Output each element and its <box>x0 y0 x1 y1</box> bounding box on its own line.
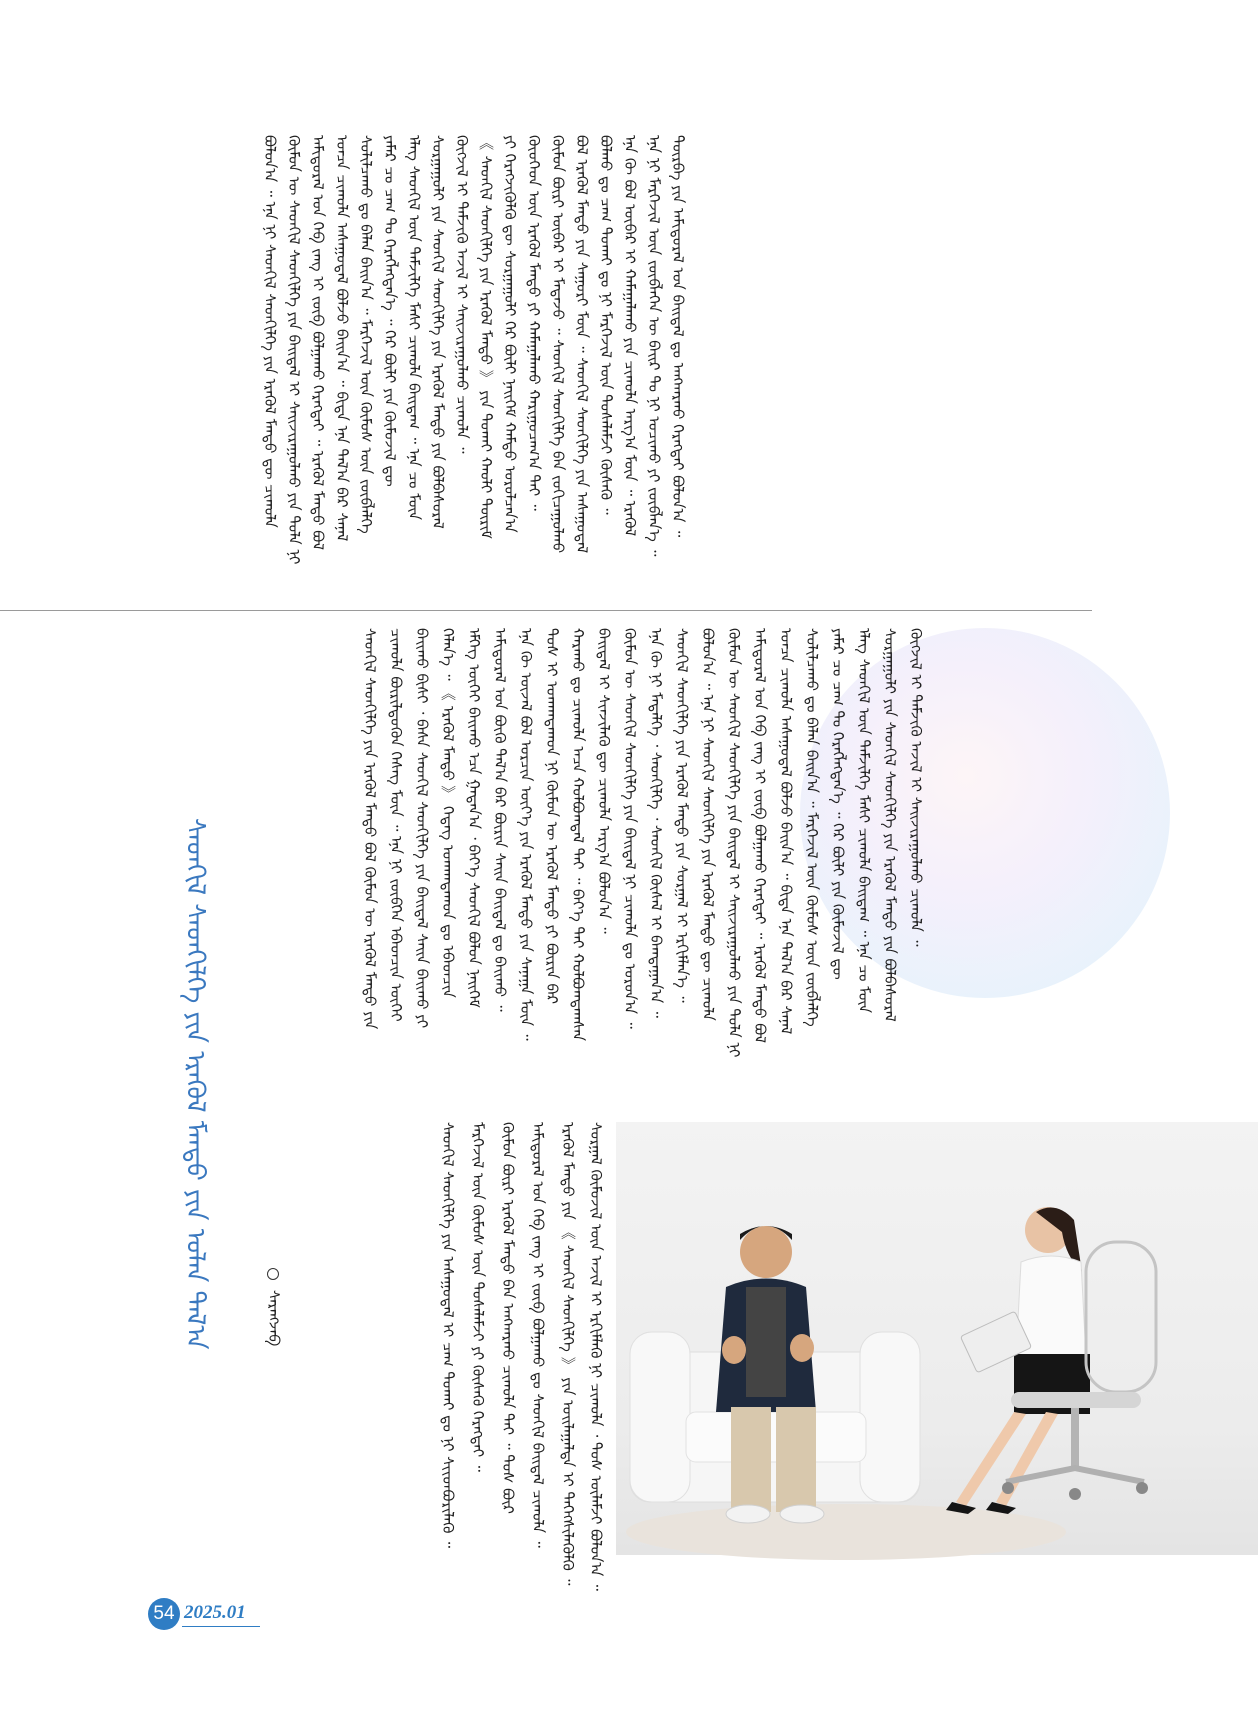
right-column: ᠠᠮᠢᠳᠤᠷᠠᠯ ᠤᠨ ᠬᠡᠪ ᠵᠠᠩ ᠢ ᠵᠦᠪ ᠪᠣᠯᠭᠠᠬᠤ ᠬᠡᠷᠡᠭᠲᠡᠢ ᠃ ᠡᠷᠡᠬᠦᠯ ᠮᠡᠨᠳᠦ ᠪᠣᠯ <box>751 628 769 1044</box>
upper-column: ᠬᠦᠦᠬᠡᠳ ᠦᠨ ᠡᠷᠡᠬᠦᠯ ᠮᠡᠨᠳᠦ ᠶᠢ ᠬᠠᠮᠠᠭᠠᠯᠠᠬᠤ ᠬᠠᠷᠢᠭᠤᠴᠠᠭ᠎ᠠ ᠲᠠᠢ ᠃ <box>525 135 543 511</box>
right-column: ᠬᠥᠭᠵᠢᠯ ᠢ ᠳᠡᠮᠵᠢᠬᠦ ᠠᠵᠢᠯ ᠢ ᠰᠠᠢᠵᠢᠷᠠᠭᠤᠯᠬᠤ ᠴᠢᠬᠤᠯᠠ ᠃ <box>907 628 925 947</box>
right-column: ᠰᠣᠯᠢᠯᠴᠠᠬᠤ ᠳᠤ ᠪᠡᠯᠡᠨ ᠪᠠᠢᠨ᠎ᠠ ᠃ ᠮᠡᠷᠭᠡᠵᠢᠯ ᠦᠨ ᠬᠦᠮᠦᠰ ᠦᠨ ᠵᠥᠪᠯᠡᠯᠭᠡ <box>803 628 821 1027</box>
right-column: ᠬᠦᠮᠦᠨ ᠦ ᠰᠡᠳᠬᠢᠯ ᠰᠡᠳᠬᠢᠯᠭᠡ ᠶᠢᠨ ᠪᠠᠢᠳᠠᠯ ᠢ ᠰᠠᠢᠵᠢᠷᠠᠭᠤᠯᠬᠤ ᠶᠢᠨ ᠲᠤᠯᠠ ᠨᠢ <box>725 628 743 1058</box>
article-title: ᠰᠡᠳᠬᠢᠯ ᠰᠡᠳᠬᠢᠯᠭᠡ ᠶᠢᠨ ᠡᠷᠡᠬᠦᠯ ᠮᠡᠨᠳᠦ ᠶᠢᠨ ᠤᠯᠠᠨ ᠲᠠᠯ᠎ᠠ <box>180 818 210 1350</box>
photo-side-column: ᠮᠡᠷᠭᠡᠵᠢᠯ ᠦᠨ ᠬᠦᠮᠦᠰ ᠦᠨ ᠲᠤᠰᠠᠯᠠᠮᠵᠢ ᠶᠢ ᠬᠦᠰᠡᠬᠦ ᠬᠡᠷᠡᠭᠲᠡᠢ ᠃ <box>469 1122 487 1472</box>
lower-column: ᠪᠠᠢᠳᠠᠯ ᠢ ᠰᠢᠨᠵᠢᠯᠡᠬᠦ ᠳᠦ ᠴᠢᠬᠤᠯᠠ ᠠᠷᠭ᠎ᠠ ᠪᠣᠯᠤᠨ᠎ᠠ ᠃ <box>595 628 613 934</box>
right-column: ᠶᠠᠮᠠᠷ ᠴᠤ ᠴᠠᠭ ᠲᠤ ᠬᠡᠷᠡᠭᠯᠡᠭᠳᠡᠨ᠎ᠡ ᠃ ᠭᠡᠷ ᠪᠦᠯᠢ ᠶᠢᠨ ᠬᠦᠮᠦᠵᠢᠯ ᠳᠦ <box>829 628 847 980</box>
upper-column: ᠡᠯᠡᠭ ᠰᠡᠳᠬᠢᠯ ᠦᠨ ᠳᠡᠮᠵᠢᠯᠭᠡ ᠮᠠᠰᠢ ᠴᠢᠬᠤᠯᠠ ᠪᠠᠢᠳᠠᠭ ᠃ ᠡᠨᠡ ᠴᠤ ᠮᠦᠨ <box>405 135 423 521</box>
upper-column: ᠬᠦᠮᠦᠨ ᠦ ᠰᠡᠳᠬᠢᠯ ᠰᠡᠳᠬᠢᠯᠭᠡ ᠶᠢᠨ ᠪᠠᠢᠳᠠᠯ ᠢ ᠰᠠᠢᠵᠢᠷᠠᠭᠤᠯᠬᠤ ᠶᠢᠨ ᠲᠤᠯᠠ ᠨᠢ <box>285 135 303 565</box>
lower-column: ᠬᠡᠯᠡᠨ᠎ᠡ ᠃ 《 ᠡᠷᠡᠬᠦᠯ ᠮᠡᠨᠳᠦ 》 ᠭᠡᠳᠡᠭ ᠤᠬᠠᠭᠳᠠᠬᠤᠨ ᠳᠤ ᠡᠪᠡᠳᠴᠢᠨ <box>439 628 457 998</box>
right-column: ᠣᠨᠴᠠ ᠴᠢᠬᠤᠯᠠ ᠠᠰᠠᠭᠤᠳᠠᠯ ᠪᠣᠯᠵᠤ ᠪᠠᠢᠨ᠎ᠠ ᠃ ᠪᠢᠳᠡ ᠡᠨᠡ ᠲᠠᠯ᠎ᠠ ᠪᠠᠷ ᠰᠠᠨᠠᠯ <box>777 628 795 1035</box>
author-name: ᠰᠡᠷᠡᠩᠵᠠᠪ <box>265 1290 283 1347</box>
upper-column: ᠶᠢ ᠬᠡᠷᠡᠭᠵᠢᠭᠦᠯᠬᠦ ᠳᠦ ᠰᠤᠷᠭᠠᠭᠤᠯᠢ ᠭᠡᠷ ᠪᠦᠯᠢ ᠨᠡᠢᠭᠡᠮ ᠬᠠᠮᠲᠤ ᠣᠷᠤᠯᠴᠠᠨ᠎ᠠ <box>501 135 519 533</box>
lower-column: ᠰᠡᠳᠬᠢᠯ ᠰᠡᠳᠬᠢᠯᠭᠡ ᠶᠢᠨ ᠡᠷᠡᠬᠦᠯ ᠮᠡᠨᠳᠦ ᠶᠢᠨ ᠰᠤᠷᠭᠠᠯ ᠢ ᠡᠷᠬᠢᠮᠯᠡᠨ᠎ᠡ ᠃ <box>673 628 691 1003</box>
upper-column: ᠪᠣᠯ ᠡᠷᠡᠬᠦᠯ ᠮᠡᠨᠳᠦ ᠶᠢᠨ ᠰᠠᠭᠤᠷᠢ ᠮᠥᠨ ᠃ ᠰᠡᠳᠬᠢᠯ ᠰᠡᠳᠬᠢᠯᠭᠡ ᠶᠢᠨ ᠠᠰᠠᠭᠤᠳᠠᠯ <box>573 135 591 554</box>
right-column: ᠪᠣᠯᠤᠨ᠎ᠠ ᠃ ᠡᠨᠡ ᠨᠢ ᠰᠡᠳᠬᠢᠯ ᠰᠡᠳᠬᠢᠯᠭᠡ ᠶᠢᠨ ᠡᠷᠡᠬᠦᠯ ᠮᠡᠨᠳᠦ ᠳᠦ ᠴᠢᠬᠤᠯᠠ <box>699 628 717 1021</box>
counseling-photo <box>616 1122 1258 1555</box>
upper-column: ᠪᠣᠯᠤᠨ᠎ᠠ ᠃ ᠡᠨᠡ ᠨᠢ ᠰᠡᠳᠬᠢᠯ ᠰᠡᠳᠬᠢᠯᠭᠡ ᠶᠢᠨ ᠡᠷᠡᠬᠦᠯ ᠮᠡᠨᠳᠦ ᠳᠦ ᠴᠢᠬᠤᠯᠠ <box>261 135 279 528</box>
lower-column: ᠲᠤᠰ ᠢ ᠤᠬᠠᠭᠳᠠᠬᠤᠨ ᠨᠢ ᠬᠦᠮᠦᠨ ᠦ ᠡᠷᠡᠬᠦᠯ ᠮᠡᠨᠳᠦ ᠶᠢ ᠪᠦᠷᠢᠨ ᠪᠡᠷ <box>543 628 561 1004</box>
upper-column: 《 ᠰᠡᠳᠬᠢᠯ ᠰᠡᠳᠬᠢᠯᠭᠡ ᠶᠢᠨ ᠡᠷᠡᠬᠦᠯ ᠮᠡᠨᠳᠦ 》 ᠶᠢᠨ ᠲᠤᠬᠠᠢ ᠬᠠᠤᠯᠢ ᠳᠦᠷᠢᠮ <box>477 135 495 539</box>
page-number-badge: 54 <box>148 1598 180 1630</box>
upper-column: ᠰᠤᠷᠭᠠᠭᠤᠯᠢ ᠶᠢᠨ ᠰᠡᠳᠬᠢᠯ ᠰᠡᠳᠬᠢᠯᠭᠡ ᠶᠢᠨ ᠡᠷᠡᠬᠦᠯ ᠮᠡᠨᠳᠦ ᠶᠢᠨ ᠪᠣᠯᠪᠠᠰᠤᠷᠠᠯ <box>429 135 447 529</box>
photo-side-column: ᠠᠮᠢᠳᠤᠷᠠᠯ ᠤᠨ ᠬᠡᠪ ᠵᠠᠩ ᠢ ᠵᠦᠪ ᠪᠣᠯᠭᠠᠬᠤ ᠳᠤ ᠰᠡᠳᠬᠢᠯ ᠪᠠᠢᠳᠠᠯ ᠴᠢᠬᠤᠯᠠ ᠃ <box>529 1122 547 1548</box>
photo-side-column: ᠰᠤᠷᠭᠠᠯ ᠬᠥᠮᠦᠵᠢᠯ ᠦᠨ ᠠᠵᠢᠯ ᠢ ᠡᠷᠬᠢᠮᠯᠡᠬᠦ ᠨᠢ ᠴᠢᠬᠤᠯᠠ ᠂ ᠲᠤᠰ ᠦᠯᠡᠮᠵᠢ ᠪᠣᠯᠤᠨ᠎ᠠ ᠃ <box>587 1122 605 1591</box>
upper-column: ᠰᠣᠯᠢᠯᠴᠠᠬᠤ ᠳᠤ ᠪᠡᠯᠡᠨ ᠪᠠᠢᠨ᠎ᠠ ᠃ ᠮᠡᠷᠭᠡᠵᠢᠯ ᠦᠨ ᠬᠦᠮᠦᠰ ᠦᠨ ᠵᠥᠪᠯᠡᠯᠭᠡ <box>357 135 375 534</box>
upper-column: ᠪᠣᠯᠬᠤ ᠳᠤ ᠴᠠᠭ ᠲᠤᠬᠠᠢ ᠳᠤ ᠨᠢ ᠮᠡᠷᠭᠡᠵᠢᠯ ᠦᠨ ᠲᠤᠰᠠᠯᠠᠮᠵᠢ ᠬᠦᠰᠡᠬᠦ ᠃ <box>597 135 615 515</box>
upper-column: ᠠᠮᠢᠳᠤᠷᠠᠯ ᠤᠨ ᠬᠡᠪ ᠵᠠᠩ ᠢ ᠵᠦᠪ ᠪᠣᠯᠭᠠᠬᠤ ᠬᠡᠷᠡᠭᠲᠡᠢ ᠃ ᠡᠷᠡᠬᠦᠯ ᠮᠡᠨᠳᠦ ᠪᠣᠯ <box>309 135 327 551</box>
upper-column: ᠬᠥᠭᠵᠢᠯ ᠢ ᠳᠡᠮᠵᠢᠬᠦ ᠠᠵᠢᠯ ᠢ ᠰᠠᠢᠵᠢᠷᠠᠭᠤᠯᠬᠤ ᠴᠢᠬᠤᠯᠠ ᠃ <box>453 135 471 454</box>
right-column: ᠰᠤᠷᠭᠠᠭᠤᠯᠢ ᠶᠢᠨ ᠰᠡᠳᠬᠢᠯ ᠰᠡᠳᠬᠢᠯᠭᠡ ᠶᠢᠨ ᠡᠷᠡᠬᠦᠯ ᠮᠡᠨᠳᠦ ᠶᠢᠨ ᠪᠣᠯᠪᠠᠰᠤᠷᠠᠯ <box>881 628 899 1022</box>
upper-column: ᠡᠨᠡ ᠬᠦ ᠪᠣᠯ ᠥᠪᠡᠷ ᠢ ᠬᠠᠮᠠᠭᠠᠯᠠᠬᠤ ᠶᠢᠨ ᠴᠢᠬᠤᠯᠠ ᠠᠷᠭ᠎ᠠ ᠮᠥᠨ ᠃ ᠡᠷᠡᠬᠦᠯ <box>621 135 639 537</box>
lower-column: ᠬᠠᠷᠠᠬᠤ ᠳᠤ ᠴᠢᠬᠤᠯᠠ ᠠᠴᠠ ᠬᠣᠯᠪᠣᠭᠳᠠᠯ ᠲᠠᠢ ᠃ ᠪᠡᠶ᠎ᠡ ᠲᠡᠢ ᠬᠣᠯᠪᠣᠭᠳᠠᠭᠰᠠᠨ <box>569 628 587 1042</box>
section-divider <box>0 610 1092 611</box>
right-column: ᠡᠯᠡᠭ ᠰᠡᠳᠬᠢᠯ ᠦᠨ ᠳᠡᠮᠵᠢᠯᠭᠡ ᠮᠠᠰᠢ ᠴᠢᠬᠤᠯᠠ ᠪᠠᠢᠳᠠᠭ ᠃ ᠡᠨᠡ ᠴᠤ ᠮᠦᠨ <box>855 628 873 1014</box>
lower-column: ᠴᠢᠬᠤᠯᠠ ᠪᠦᠷᠢᠯᠳᠦᠬᠦᠨ ᠬᠡᠰᠡᠭ ᠮᠥᠨ ᠃ ᠡᠨᠡ ᠨᠢ ᠵᠥᠪᠬᠡᠨ ᠡᠪᠡᠳᠴᠢᠨ ᠦᠭᠡᠢ <box>387 628 405 1022</box>
upper-column: ᠡᠨᠡ ᠨᠢ ᠮᠡᠷᠭᠡᠵᠢᠯ ᠦᠨ ᠵᠥᠪᠯᠡᠭᠡᠨ ᠦ ᠪᠠᠢᠷ ᠲᠤ ᠨᠢ ᠣᠴᠢᠬᠤ ᠶᠢ ᠵᠥᠪᠯᠡᠨ᠎ᠡ ᠃ <box>645 135 663 557</box>
lower-column: ᠠᠮᠢᠳᠤᠷᠠᠯ ᠤᠨ ᠪᠦᠬᠦ ᠲᠠᠯ᠎ᠠ ᠪᠠᠷ ᠪᠦᠷᠢᠨ ᠰᠠᠢᠨ ᠪᠠᠢᠳᠠᠯ ᠳᠤ ᠪᠠᠢᠬᠤ ᠃ <box>491 628 509 1012</box>
photo-side-column: ᠬᠦᠮᠦᠨ ᠪᠦᠷᠢ ᠡᠷᠡᠬᠦᠯ ᠮᠡᠨᠳᠦ ᠪᠡᠨ ᠠᠩᠬᠠᠷᠬᠤ ᠴᠢᠬᠤᠯᠠ ᠲᠠᠢ ᠃ ᠲᠤᠰ ᠪᠦᠷ <box>499 1122 517 1514</box>
issue-date: 2025.01 <box>184 1602 246 1623</box>
lower-column: ᠡᠨᠡ ᠬᠦ ᠨᠢ ᠮᠡᠳᠡᠯᠭᠡ ᠂ ᠰᠡᠳᠬᠢᠯᠭᠡ ᠂ ᠰᠡᠳᠬᠢᠯ ᠬᠦᠰᠡᠯ ᠢ ᠪᠠᠭᠲᠠᠭᠠᠨ᠎ᠠ ᠃ <box>647 628 665 1018</box>
lower-column: ᠰᠡᠳᠬᠢᠯ ᠰᠡᠳᠬᠢᠯᠭᠡ ᠶᠢᠨ ᠡᠷᠡᠬᠦᠯ ᠮᠡᠨᠳᠦ ᠪᠣᠯ ᠬᠦᠮᠦᠨ ᠦ ᠡᠷᠡᠬᠦᠯ ᠮᠡᠨᠳᠦ ᠶᠢᠨ <box>361 628 379 1030</box>
lower-column: ᠡᠮᠭᠡᠭ ᠦᠭᠡᠢ ᠪᠠᠢᠬᠤ ᠡᠴᠡ ᠭᠠᠳᠠᠨ᠎ᠠ ᠂ ᠪᠡᠶ᠎ᠡ ᠰᠡᠳᠬᠢᠯ ᠪᠣᠯᠤᠨ ᠨᠡᠢᠭᠡᠮ <box>465 628 483 1008</box>
upper-column: ᠬᠦᠮᠦᠨ ᠪᠦᠷᠢ ᠥᠪᠡᠷ ᠢ ᠮᠡᠳᠡᠵᠦ ᠃ ᠰᠡᠳᠬᠢᠯ ᠰᠡᠳᠬᠢᠯᠭᠡ ᠪᠡᠨ ᠵᠣᠬᠢᠴᠠᠭᠤᠯᠬᠤ <box>549 135 567 554</box>
author-marker-icon <box>267 1268 279 1280</box>
issue-underline <box>182 1626 260 1627</box>
upper-column: ᠳᠥᠷᠪᠡ ᠶᠢᠨ ᠠᠮᠢᠳᠤᠷᠠᠯ ᠤᠨ ᠪᠠᠢᠳᠠᠯ ᠳᠤ ᠠᠩᠬᠠᠷᠬᠤ ᠬᠡᠷᠡᠭᠲᠡᠢ ᠪᠣᠯᠤᠨ᠎ᠠ ᠃ <box>669 135 687 538</box>
lower-column: ᠬᠦᠮᠦᠨ ᠦ ᠰᠡᠳᠬᠢᠯ ᠰᠡᠳᠬᠢᠯᠭᠡ ᠶᠢᠨ ᠪᠠᠢᠳᠠᠯ ᠨᠢ ᠴᠢᠬᠤᠯᠠ ᠳᠤ ᠣᠷᠣᠨ᠎ᠠ ᠃ <box>621 628 639 1029</box>
photo-side-column: ᠰᠡᠳᠬᠢᠯ ᠰᠡᠳᠬᠢᠯᠭᠡ ᠶᠢᠨ ᠠᠰᠠᠭᠤᠳᠠᠯ ᠢ ᠴᠠᠭ ᠲᠤᠬᠠᠢ ᠳᠤ ᠨᠢ ᠰᠢᠢᠳᠪᠦᠷᠢᠯᠡᠬᠦ ᠃ <box>439 1122 457 1548</box>
lower-column: ᠪᠠᠢᠬᠤ ᠪᠢᠰᠢ ᠂ ᠪᠠᠰᠠ ᠰᠡᠳᠬᠢᠯ ᠰᠡᠳᠬᠢᠯᠭᠡ ᠶᠢᠨ ᠪᠠᠢᠳᠠᠯ ᠰᠠᠢᠨ ᠪᠠᠢᠬᠤ ᠶᠢ <box>413 628 431 1029</box>
upper-column: ᠶᠠᠮᠠᠷ ᠴᠤ ᠴᠠᠭ ᠲᠤ ᠬᠡᠷᠡᠭᠯᠡᠭᠳᠡᠨ᠎ᠡ ᠃ ᠭᠡᠷ ᠪᠦᠯᠢ ᠶᠢᠨ ᠬᠦᠮᠦᠵᠢᠯ ᠳᠦ <box>381 135 399 487</box>
lower-column: ᠡᠨᠡ ᠬᠦ ᠦᠵᠡᠯ ᠪᠣᠯ ᠣᠷᠴᠢᠨ ᠦᠶ᠎ᠡ ᠶᠢᠨ ᠡᠷᠡᠬᠦᠯ ᠮᠡᠨᠳᠦ ᠶᠢᠨ ᠰᠠᠨᠠᠭᠠ ᠮᠥᠨ ᠃ <box>517 628 535 1041</box>
upper-column: ᠣᠨᠴᠠ ᠴᠢᠬᠤᠯᠠ ᠠᠰᠠᠭᠤᠳᠠᠯ ᠪᠣᠯᠵᠤ ᠪᠠᠢᠨ᠎ᠠ ᠃ ᠪᠢᠳᠡ ᠡᠨᠡ ᠲᠠᠯ᠎ᠠ ᠪᠠᠷ ᠰᠠᠨᠠᠯ <box>333 135 351 542</box>
counseling-illustration <box>616 1122 1258 1555</box>
photo-side-column: ᠡᠷᠡᠬᠦᠯ ᠮᠡᠨᠳᠦ ᠶᠢᠨ 《 ᠰᠡᠳᠬᠢᠯ ᠰᠡᠳᠬᠢᠯᠭᠡ 》 ᠶᠢᠨ ᠣᠢᠯᠠᠭᠠᠯᠲᠠ ᠢ ᠳᠡᠭᠡᠭᠰᠢᠯᠡᠭᠦᠯᠬᠦ ᠃ <box>559 1122 577 1586</box>
